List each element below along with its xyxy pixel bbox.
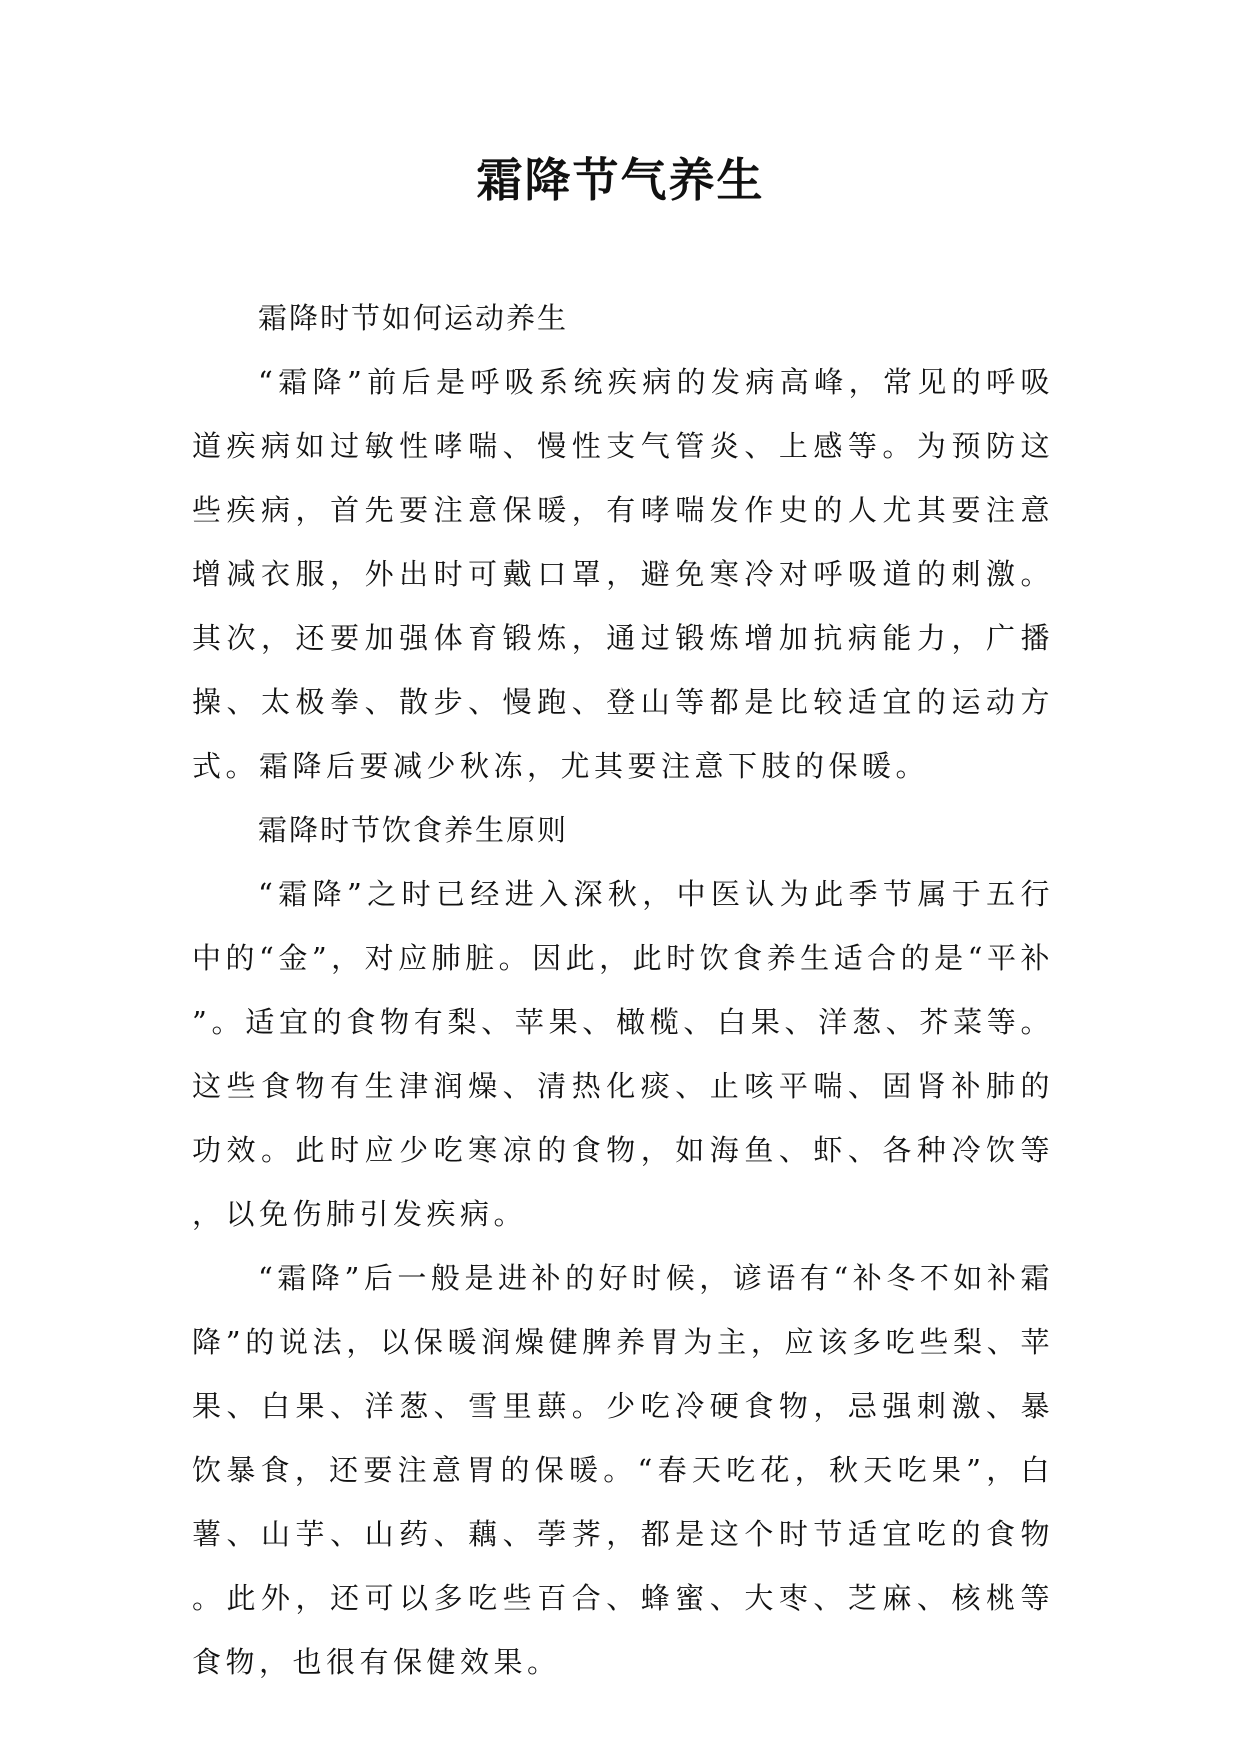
document-body bbox=[192, 286, 1054, 1694]
document-title: 霜降节气养生 bbox=[476, 153, 765, 207]
paragraph-diet-tonic: “霜降”后一般是进补的好时候，谚语有“补冬不如补霜降”的说法，以保暖润燥健脾养胃为主，应该多吃些梨、苹果、白果、洋葱、雪里蕻。少吃冷硬食物，忌强刺激、暴饮暴食，还要注意胃的保暖。“春天吃花，秋天吃果”，白薯、山芋、山药、藕、荸荠，都是这个时节适宜吃的食物。此外，还可以多吃些百合、蜂蜜、大枣、芝麻、核桃等食物，也很有保健效果。 bbox=[192, 1261, 1054, 1679]
section-heading-diet: 霜降时节饮食养生原则 bbox=[258, 813, 569, 847]
paragraph-diet-principle: “霜降”之时已经进入深秋，中医认为此季节属于五行中的“金”，对应肺脏。因此，此时饮食养生适合的是“平补”。适宜的食物有梨、苹果、橄榄、白果、洋葱、芥菜等。这些食物有生津润燥、清热化痰、止咳平喘、固肾补肺的功效。此时应少吃寒凉的食物，如海鱼、虾、各种冷饮等，以免伤肺引发疾病。 bbox=[192, 877, 1054, 1231]
section-heading-exercise: 霜降时节如何运动养生 bbox=[258, 301, 569, 335]
paragraph-exercise: “霜降”前后是呼吸系统疾病的发病高峰，常见的呼吸道疾病如过敏性哮喘、慢性支气管炎、上感等。为预防这些疾病，首先要注意保暖，有哮喘发作史的人尤其要注意增减衣服，外出时可戴口罩，避免寒冷对呼吸道的刺激。其次，还要加强体育锻炼，通过锻炼增加抗病能力，广播操、太极拳、散步、慢跑、登山等都是比较适宜的运动方式。霜降后要减少秋冻，尤其要注意下肢的保暖。 bbox=[192, 365, 1054, 783]
